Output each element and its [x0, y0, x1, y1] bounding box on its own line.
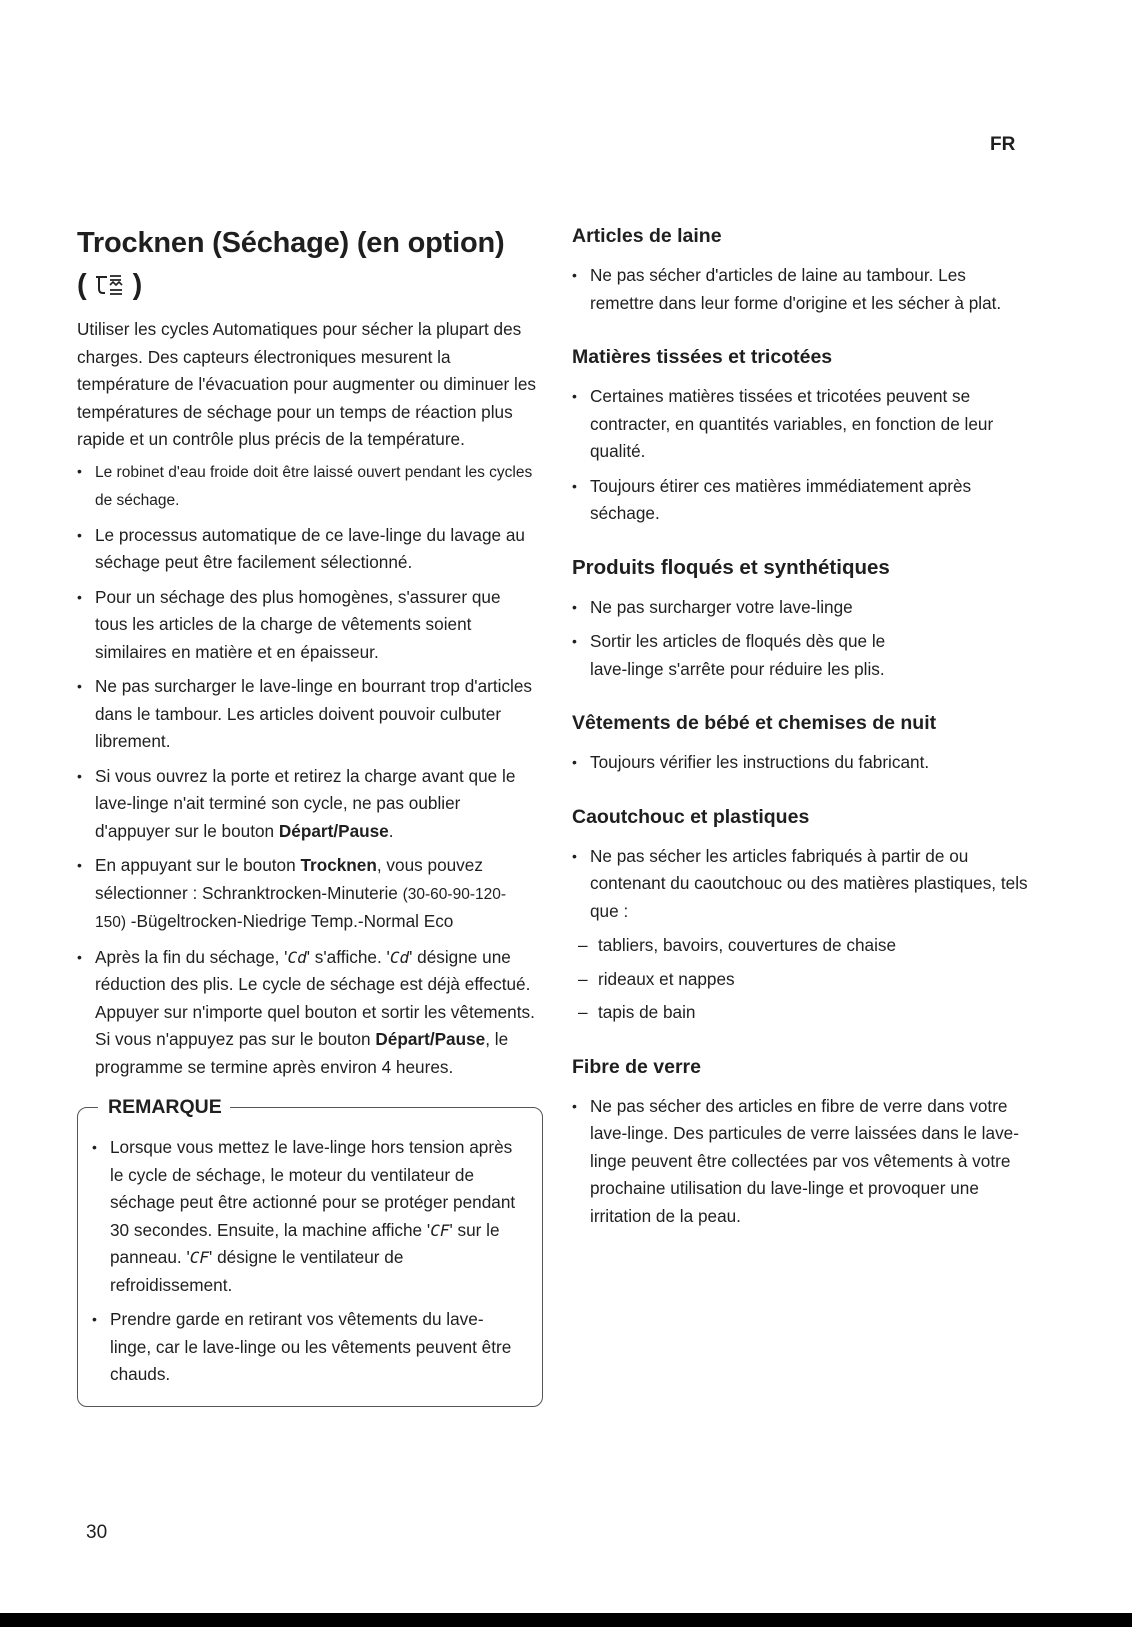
section-flocked — [572, 554, 1032, 684]
section-woven — [572, 343, 1032, 528]
page-number: 30 — [86, 1522, 108, 1543]
list-item: • Toujours vérifier les instructions du fabricant. — [572, 749, 1032, 777]
page-title: Trocknen (Séchage) (en option) — [77, 227, 505, 259]
paren-open: ( — [77, 269, 87, 301]
start-pause-label: Départ/Pause — [375, 1029, 486, 1049]
dash-item: – tabliers, bavoirs, couvertures de chaise — [572, 932, 1032, 960]
bullet-homogeneous: • Pour un séchage des plus homogènes, s'assurer que tous les articles de la charge de vêtements soient similaires en matière et en épaisseur. — [77, 584, 537, 667]
bullet-text: Le robinet d'eau froide doit être laissé ouvert pendant les cycles de séchage. — [95, 463, 533, 509]
section-title: Produits floqués et synthétiques — [572, 555, 890, 579]
section-bullets — [572, 262, 1032, 317]
bullet-text-end: . — [388, 820, 394, 841]
list-item: • Sortir les articles de floqués dès que le lave-linge s'arrête pour réduire les plis. — [572, 628, 1032, 683]
section-baby — [572, 709, 1032, 777]
trocknen-label: Trocknen — [300, 855, 377, 875]
section-title: Matières tissées et tricotées — [572, 346, 833, 368]
bullet-text: En appuyant sur le bouton — [95, 855, 301, 875]
title-icon-line — [77, 264, 537, 306]
dash-item: – rideaux et nappes — [572, 966, 1032, 994]
display-code-cd: Cd — [389, 947, 410, 967]
section-bullets — [572, 594, 1032, 684]
remark-bullet-fan — [92, 1134, 524, 1299]
bullet-text: Lorsque vous mettez le lave-linge hors tension après le cycle de séchage, le moteur du ventilateur de séchage peut être actionné pour se protéger pendant 30 secondes. Ensuite, la machine affiche ' — [110, 1137, 516, 1240]
drying-bullets — [77, 458, 537, 1082]
list-item: • Ne pas sécher des articles en fibre de verre dans votre lave-linge. Des particules de verre laissées dans le lave-linge peuvent être collectées par vos vêtements à votre prochaine utilisation du lave-linge et provoquer une irritation de la peau. — [572, 1093, 1032, 1231]
section-bullets — [572, 843, 1032, 926]
intro-paragraph: Utiliser les cycles Automatiques pour sécher la plupart des charges. Des capteurs électroniques mesurent la température de l'évacuation pour augmenter ou diminuer les températures de séchage pour un temps de réaction plus rapide et un contrôle plus précis de la température. — [77, 319, 537, 449]
bullet-text-mid: ' sur le panneau. ' — [110, 1219, 500, 1267]
display-code-cf: CF — [189, 1248, 210, 1267]
section-bullets — [572, 1093, 1032, 1231]
language-tag: FR — [990, 134, 1016, 155]
list-item: • Ne pas surcharger votre lave-linge — [572, 594, 1032, 622]
bullet-overload: • Ne pas surcharger le lave-linge en bourrant trop d'articles dans le tambour. Les articles doivent pouvoir culbuter librement. — [77, 673, 537, 756]
remark-bullet-hot: • Prendre garde en retirant vos vêtements du lave-linge, car le lave-linge ou les vêtements peuvent être chauds. — [92, 1306, 524, 1389]
section-title: Fibre de verre — [572, 1055, 701, 1078]
start-pause-label: Départ/Pause — [278, 820, 389, 841]
bullet-open-door — [77, 763, 537, 846]
bullet-text-end: ' désigne le ventilateur de refroidissement. — [110, 1247, 404, 1295]
bullet-text-end: -Bügeltrocken-Niedrige Temp.-Normal Eco — [126, 911, 454, 931]
bullet-trocknen-button — [77, 852, 537, 937]
bullet-text: Si vous ouvrez la porte et retirez la charge avant que le lave-linge n'ait terminé son cycle, ne pas oublier d'appuyer sur le bouton — [95, 765, 516, 841]
section-fiberglass — [572, 1053, 1032, 1231]
bullet-text: Après la fin du séchage, ' — [95, 946, 288, 967]
bullet-end-of-drying — [77, 944, 537, 1082]
list-item: • Ne pas sécher d'articles de laine au tambour. Les remettre dans leur forme d'origine et les sécher à plat. — [572, 262, 1032, 317]
list-item: • Certaines matières tissées et tricotées peuvent se contracter, en quantités variables, en fonction de leur qualité. — [572, 383, 1032, 466]
right-column — [572, 222, 1032, 1256]
paren-close: ) — [132, 269, 143, 301]
bullet-cold-water — [77, 458, 537, 515]
bullet-text-mid: ' désigne une réduction des plis. Le cycle de séchage est déjà effectué. Appuyer sur n'importe quel bouton et sortir les vêtements. Si vous n'appuyez pas sur le bouton — [95, 946, 535, 1049]
bullet-text-mid: , vous pouvez sélectionner : Schranktrocken-Minuterie — [95, 855, 483, 903]
remark-box — [77, 1096, 543, 1407]
display-code-cf: CF — [430, 1220, 450, 1240]
bullet-text-mid: ' s'affiche. ' — [306, 946, 390, 967]
bottom-rule — [0, 1613, 1132, 1627]
bullet-text-end: , le programme se termine après environ 4 heures. — [95, 1029, 509, 1077]
remark-bullets — [92, 1134, 524, 1389]
dash-list — [572, 932, 1032, 1027]
section-wool — [572, 222, 1032, 317]
timer-values: (30-60-90-120-150) — [95, 885, 507, 931]
section-title: Articles de laine — [572, 225, 722, 247]
remark-title: REMARQUE — [98, 1094, 230, 1120]
dry-cycle-icon — [93, 271, 127, 299]
section-bullets — [572, 749, 1032, 777]
display-code-cd: Cd — [287, 947, 307, 967]
list-item: • Ne pas sécher les articles fabriqués à partir de ou contenant du caoutchouc ou des matières plastiques, tels que : — [572, 843, 1032, 926]
list-item: • Toujours étirer ces matières immédiatement après séchage. — [572, 473, 1032, 528]
dash-item: – tapis de bain — [572, 999, 1032, 1027]
left-column — [77, 222, 537, 1407]
section-title: Caoutchouc et plastiques — [572, 805, 810, 828]
section-title: Vêtements de bébé et chemises de nuit — [572, 712, 937, 734]
section-bullets — [572, 383, 1032, 528]
bullet-auto-process: • Le processus automatique de ce lave-linge du lavage au séchage peut être facilement sélectionné. — [77, 522, 537, 577]
section-rubber — [572, 803, 1032, 1027]
